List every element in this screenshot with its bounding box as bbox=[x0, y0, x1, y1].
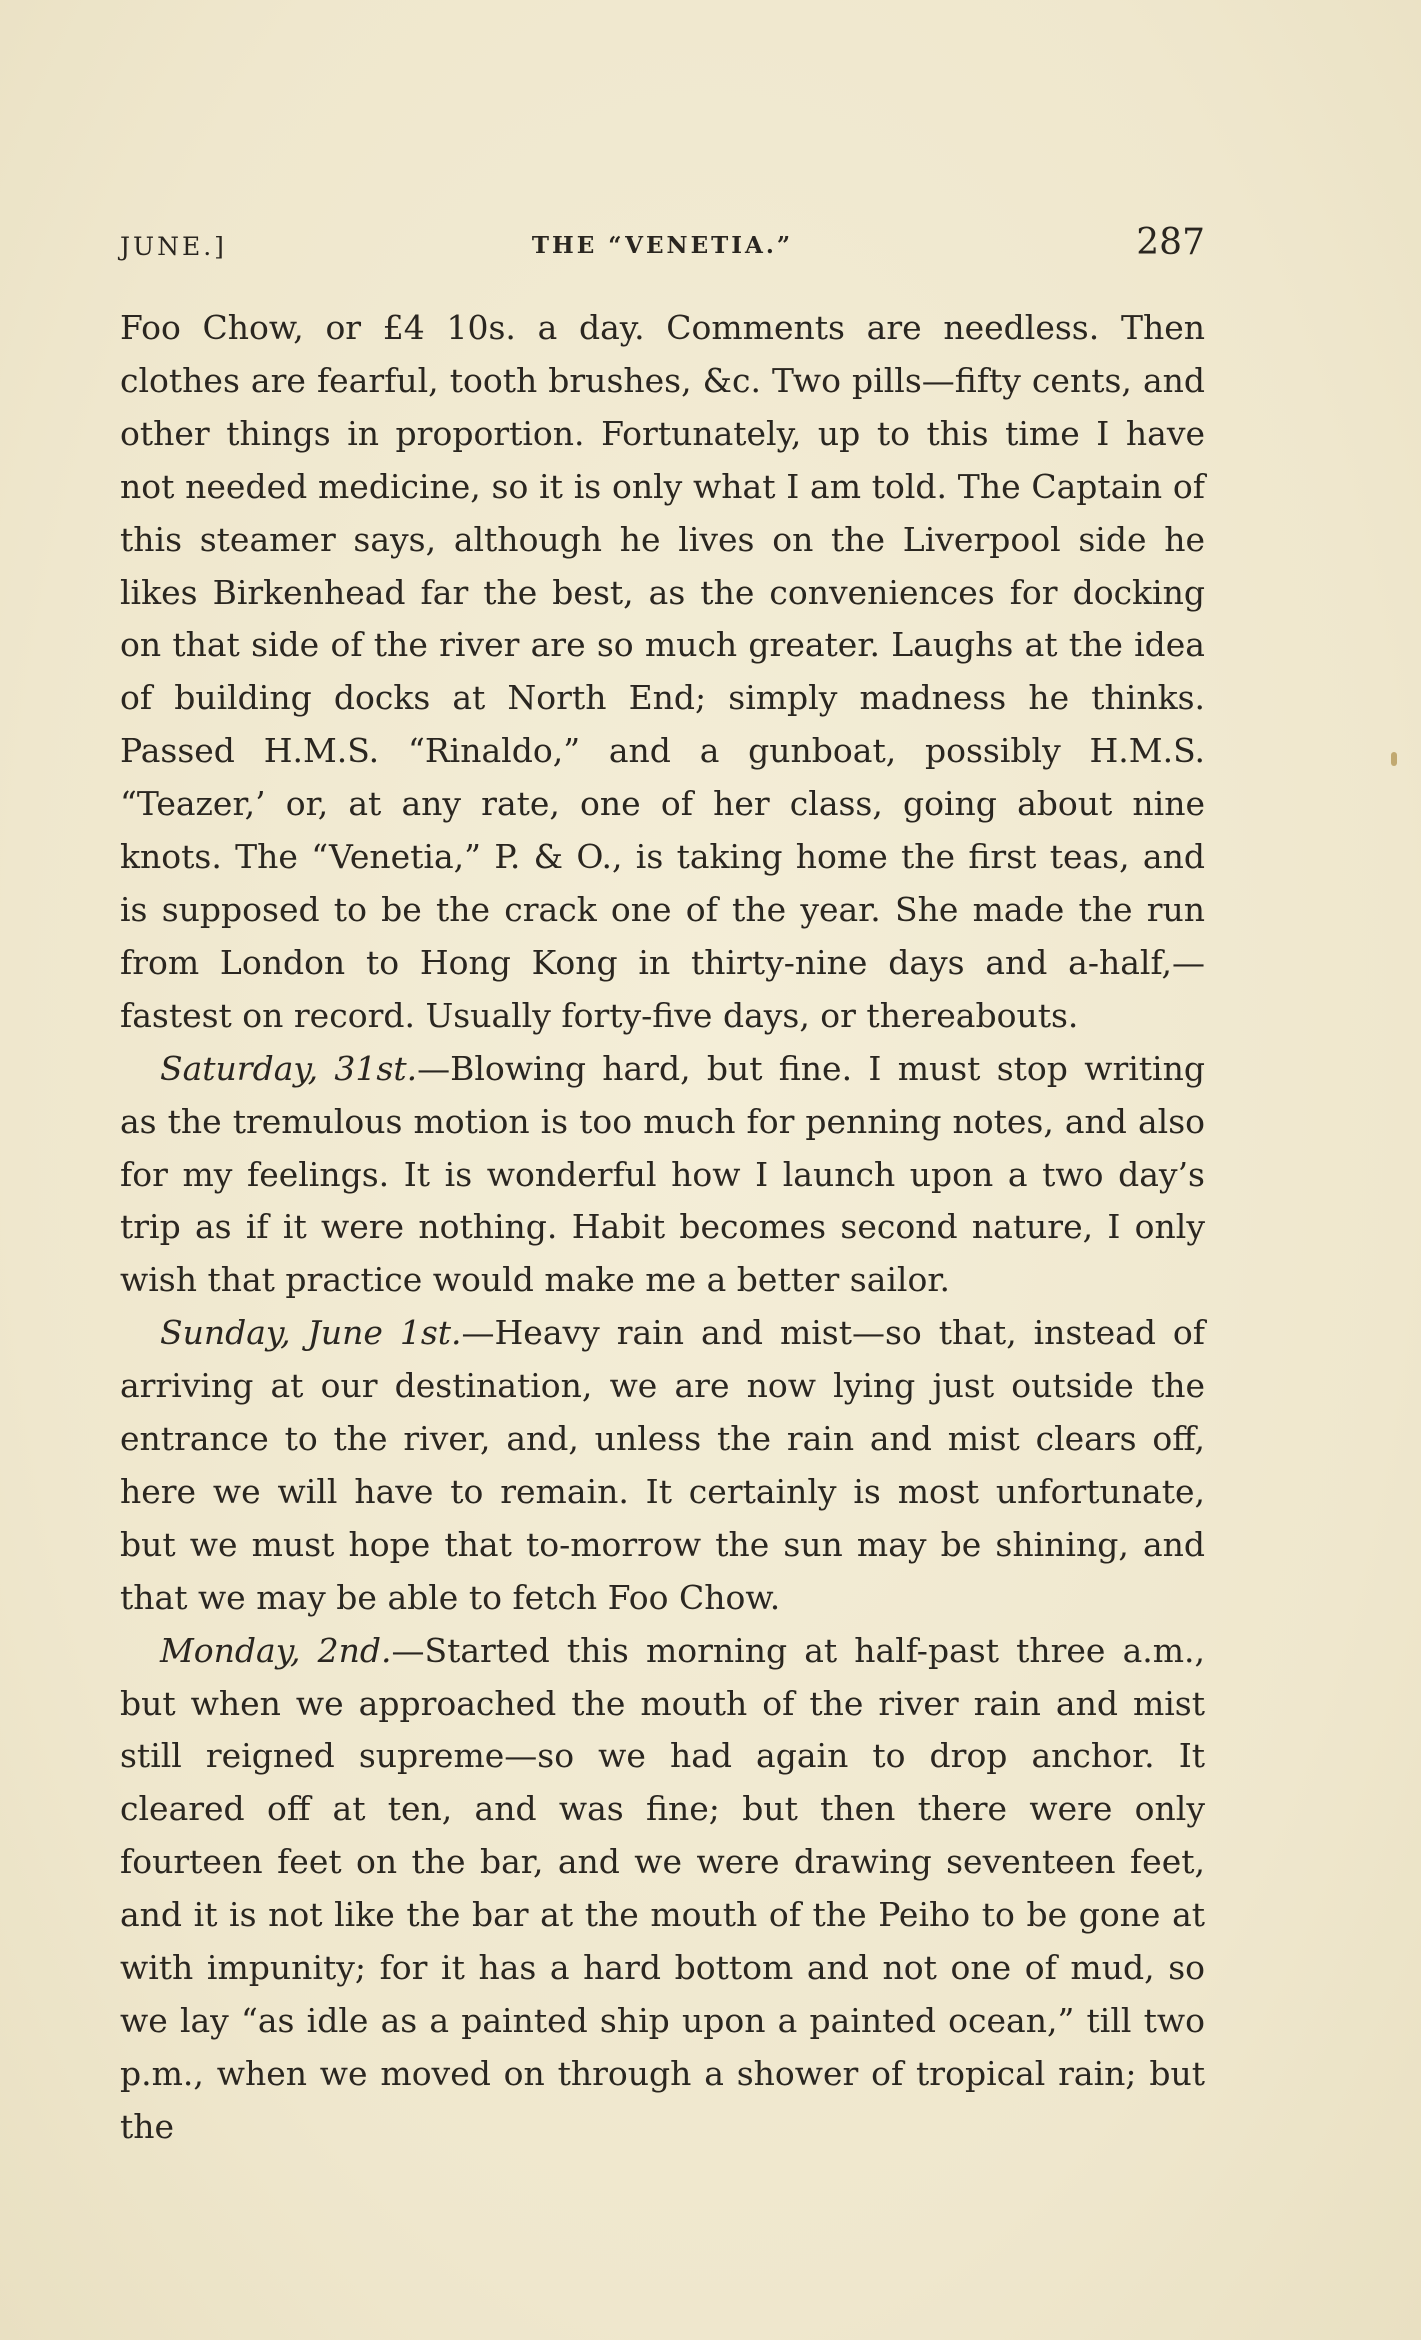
paper-speck bbox=[1391, 752, 1397, 766]
date-label: Monday, 2nd. bbox=[160, 1630, 392, 1670]
body-text bbox=[120, 302, 1205, 2154]
paragraph-sunday bbox=[120, 1307, 1205, 1624]
paragraph-text: —Heavy rain and mist—so that, instead of arriving at our destination, we are now lying just outside the entrance to the river, and, unless the rain and mist clears off, here we will have to remain. It certainly is most unfortunate, but we must hope that to-morrow the sun may be shining, and that we may be able to fetch Foo Chow. bbox=[120, 1313, 1205, 1617]
paragraph-text: —Started this morning at half-past three a.m., but when we approached the mouth of the river rain and mist still reigned supreme—so we had again to drop anchor. It cleared off at ten, and was fine; but then there were only fourteen feet on the bar, and we were drawing seventeen feet, and it is not like the bar at the mouth of the Peiho to be gone at with impunity; for it has a hard bottom and not one of mud, so we lay “as idle as a painted ship upon a painted ocean,” till two p.m., when we moved on through a shower of tropical rain; but the bbox=[120, 1630, 1206, 2146]
date-label: Saturday, 31st. bbox=[160, 1048, 418, 1088]
date-label: Sunday, June 1st. bbox=[160, 1313, 462, 1353]
paragraph-continuation bbox=[120, 302, 1205, 1043]
paragraph-text: Foo Chow, or £4 10s. a day. Comments are needless. Then clothes are fearful, tooth brushes, &c. Two pills—fifty cents, and other things in proportion. Fortunately, up to this time I have not needed medicine, so it is only what I am told. The Captain of this steamer says, although he lives on the Liverpool side he likes Birkenhead far the best, as the conveniences for docking on that side of the river are so much greater. Laughs at the idea of building docks at North End; simply madness he thinks. Passed H.M.S. “Rinaldo,” and a gunboat, possibly H.M.S. “Teazer,’ or, at any rate, one of her class, going about nine knots. The “Venetia,” P. & O., is taking home the first teas, and is supposed to be the crack one of the year. She made the run from London to Hong Kong in thirty-nine days and a-half,—fastest on record. Usually forty-five days, or thereabouts. bbox=[120, 308, 1205, 1035]
paragraph-text: —Blowing hard, but fine. I must stop writing as the tremulous motion is too much for penning notes, and also for my feelings. It is wonderful how I launch upon a two day’s trip as if it were nothing. Habit becomes second nature, I only wish that practice would make me a better sailor. bbox=[120, 1048, 1205, 1300]
paragraph-monday bbox=[120, 1625, 1205, 2154]
page-number: 287 bbox=[1136, 222, 1205, 263]
running-head-title: THE “VENETIA.” bbox=[531, 232, 794, 259]
running-head-month: JUNE.] bbox=[120, 232, 227, 261]
running-head bbox=[120, 222, 1205, 272]
paragraph-saturday bbox=[120, 1043, 1205, 1308]
